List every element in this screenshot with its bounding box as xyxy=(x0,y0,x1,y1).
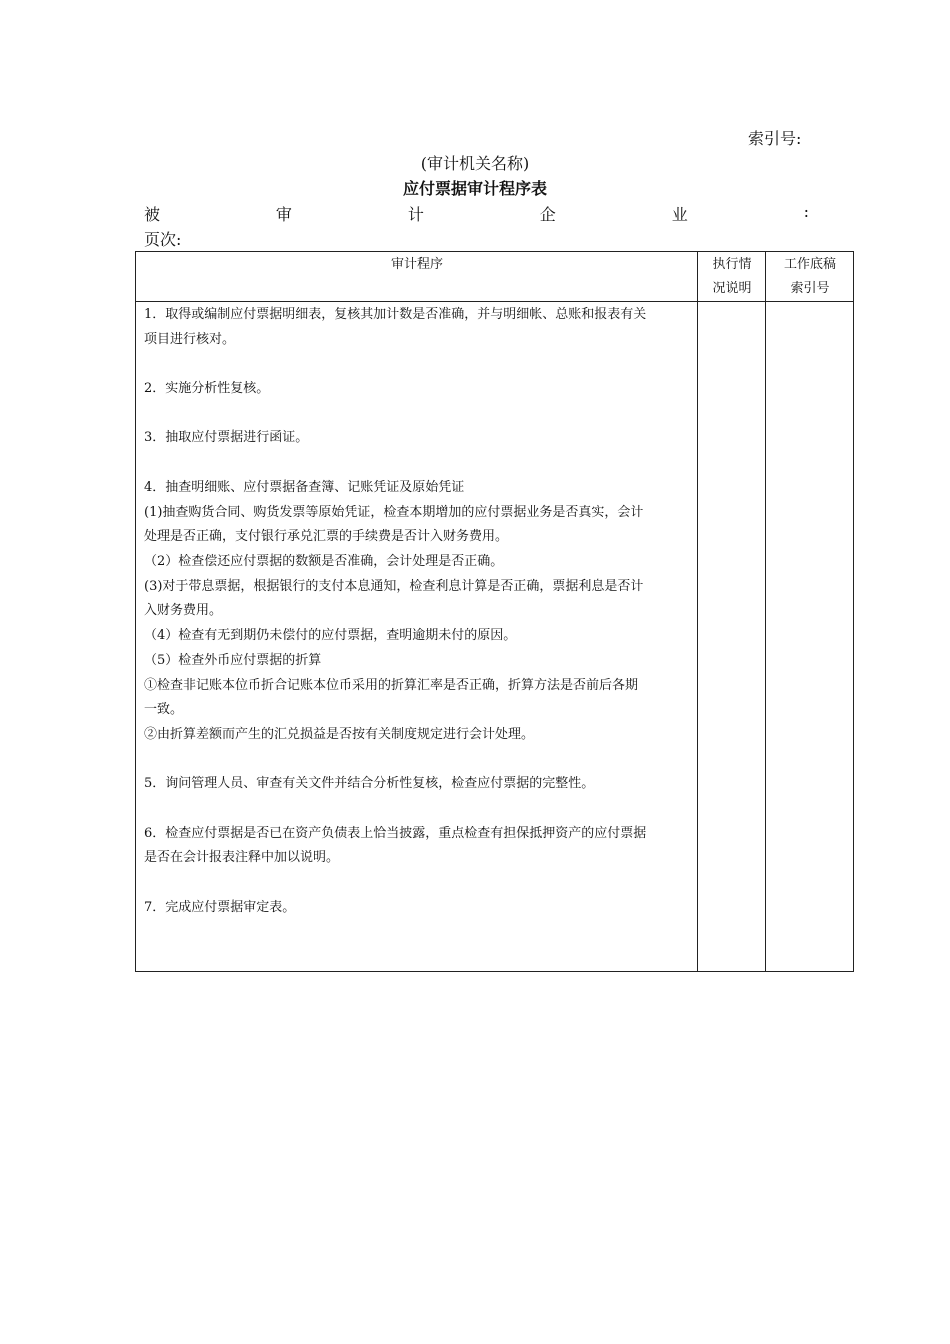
company-char: 业 xyxy=(671,205,688,224)
blank-line xyxy=(144,797,694,822)
procedure-line: 处理是否正确，支付银行承兑汇票的手续费是否计入财务费用。 xyxy=(144,529,509,545)
procedure-line: ②由折算差额而产生的汇兑损益是否按有关制度规定进行会计处理。 xyxy=(144,726,535,742)
header-ref-line2: 索引号 xyxy=(790,281,830,296)
procedure-line: （2）检查偿还应付票据的数额是否准确，会计处理是否正确。 xyxy=(144,553,504,569)
company-char: : xyxy=(803,202,809,221)
procedure-line: 项目进行核对。 xyxy=(144,331,236,347)
procedure-line: 1．取得或编制应付票据明细表，复核其加计数是否准确，并与明细帐、总账和报表有关 xyxy=(144,307,647,322)
procedure-line: (3)对于带息票据，根据银行的支付本息通知，检查利息计算是否正确，票据利息是否计 xyxy=(144,578,644,594)
column-divider xyxy=(697,252,698,971)
procedure-line: ①检查非记账本位币折合记账本位币采用的折算汇率是否正确，折算方法是否前后各期 xyxy=(144,677,639,693)
header-execution xyxy=(698,252,766,302)
blank-line xyxy=(144,352,694,377)
procedure-content xyxy=(144,303,694,920)
header-ref-line1: 工作底稿 xyxy=(783,257,836,272)
index-number-label: 索引号: xyxy=(748,129,802,148)
procedure-line: 4．抽查明细账、应付票据备查簿、记账凭证及原始凭证 xyxy=(144,479,465,495)
header-execution-line1: 执行情 xyxy=(712,257,752,272)
procedure-line: 2．实施分析性复核。 xyxy=(144,381,270,397)
procedure-line: 一致。 xyxy=(144,702,184,718)
blank-line xyxy=(144,402,694,427)
company-char: 企 xyxy=(539,205,556,224)
procedure-line: 6．检查应付票据是否已在资产负债表上恰当披露，重点检查有担保抵押资产的应付票据 xyxy=(144,825,647,841)
header-workpaper-ref xyxy=(766,252,854,302)
document-title: 应付票据审计程序表 xyxy=(402,179,547,198)
procedure-line: (1)抽查购货合同、购货发票等原始凭证，检查本期增加的应付票据业务是否真实，会计 xyxy=(144,504,644,520)
page-number-label: 页次: xyxy=(144,230,182,249)
column-divider xyxy=(765,252,766,971)
procedure-line: 入财务费用。 xyxy=(144,603,223,619)
procedure-line: 3．抽取应付票据进行函证。 xyxy=(144,430,309,446)
company-char: 被 xyxy=(144,205,161,224)
blank-line xyxy=(144,748,694,773)
company-char: 审 xyxy=(275,205,292,224)
procedure-line: （5）检查外币应付票据的折算 xyxy=(144,652,322,668)
company-char: 计 xyxy=(407,205,424,224)
blank-line xyxy=(144,871,694,896)
procedure-line: （4）检查有无到期仍未偿付的应付票据，查明逾期未付的原因。 xyxy=(144,628,517,644)
audit-org-name: (审计机关名称) xyxy=(420,154,530,173)
audit-procedure-table xyxy=(135,251,854,972)
procedure-line: 5．询问管理人员、审查有关文件并结合分析性复核，检查应付票据的完整性。 xyxy=(144,776,595,792)
procedure-line: 7．完成应付票据审定表。 xyxy=(144,899,296,915)
blank-line xyxy=(144,451,694,476)
audited-company-line xyxy=(144,202,809,225)
procedure-line: 是否在会计报表注释中加以说明。 xyxy=(144,850,340,866)
header-procedure: 审计程序 xyxy=(390,257,443,272)
header-execution-line2: 况说明 xyxy=(712,281,752,296)
